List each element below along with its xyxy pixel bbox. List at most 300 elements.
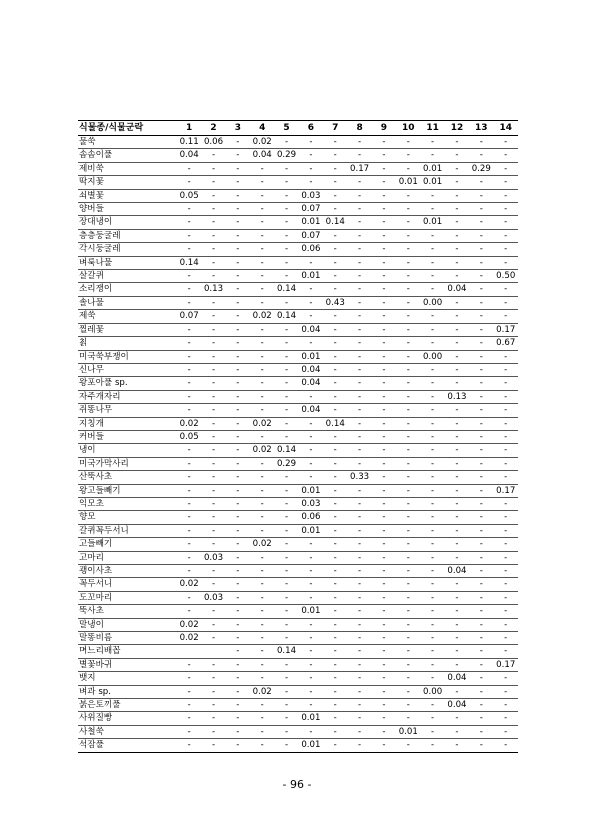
table-cell: - <box>347 404 371 417</box>
table-cell: - <box>347 725 371 738</box>
table-cell: - <box>226 538 250 551</box>
table-cell: - <box>177 283 201 296</box>
table-cell: - <box>469 551 493 564</box>
table-cell: - <box>226 270 250 283</box>
table-cell: - <box>445 337 469 350</box>
species-name: 장대냉이 <box>78 216 177 229</box>
table-cell: - <box>420 725 444 738</box>
table-row <box>78 712 518 725</box>
table-cell: - <box>469 270 493 283</box>
table-cell: - <box>396 511 420 524</box>
table-cell: - <box>323 591 347 604</box>
table-cell: 0.01 <box>396 725 420 738</box>
table-cell: - <box>372 497 396 510</box>
table-cell: - <box>226 524 250 537</box>
table-cell: - <box>299 618 323 631</box>
table-cell: - <box>177 457 201 470</box>
table-cell: - <box>250 430 274 443</box>
table-cell: 0.01 <box>396 176 420 189</box>
species-name: 사위질빵 <box>78 712 177 725</box>
table-cell: 0.43 <box>323 296 347 309</box>
table-cell: - <box>299 457 323 470</box>
table-row <box>78 229 518 242</box>
table-cell: - <box>372 725 396 738</box>
table-cell: - <box>250 497 274 510</box>
table-row <box>78 538 518 551</box>
table-cell: - <box>299 176 323 189</box>
table-cell: 0.17 <box>493 323 518 336</box>
table-cell: - <box>177 337 201 350</box>
table-cell: 0.01 <box>299 524 323 537</box>
table-cell: - <box>493 618 518 631</box>
table-cell: - <box>250 618 274 631</box>
table-cell: 0.02 <box>177 618 201 631</box>
table-cell: - <box>420 565 444 578</box>
table-cell: - <box>177 565 201 578</box>
table-row <box>78 270 518 283</box>
table-cell: 0.33 <box>347 471 371 484</box>
table-cell: - <box>323 323 347 336</box>
table-cell: - <box>445 363 469 376</box>
header-column-8: 8 <box>347 121 371 136</box>
table-row <box>78 632 518 645</box>
table-cell: - <box>250 591 274 604</box>
species-name: 커버들 <box>78 430 177 443</box>
table-cell: - <box>323 162 347 175</box>
table-cell: - <box>250 725 274 738</box>
table-cell: 0.17 <box>493 658 518 671</box>
table-cell: - <box>420 658 444 671</box>
table-cell: - <box>177 229 201 242</box>
table-cell: - <box>323 377 347 390</box>
table-cell: - <box>226 310 250 323</box>
table-cell: - <box>469 310 493 323</box>
table-cell: - <box>469 591 493 604</box>
table-cell: - <box>226 417 250 430</box>
table-cell: - <box>226 497 250 510</box>
table-cell: - <box>177 471 201 484</box>
table-cell: - <box>201 243 225 256</box>
table-cell: - <box>396 256 420 269</box>
table-cell: - <box>177 377 201 390</box>
table-row <box>78 256 518 269</box>
table-cell: - <box>323 444 347 457</box>
table-cell: - <box>250 658 274 671</box>
table-cell: - <box>469 430 493 443</box>
species-name: 솜솜이풀 <box>78 149 177 162</box>
table-cell: - <box>274 538 298 551</box>
header-column-3: 3 <box>226 121 250 136</box>
table-cell: - <box>250 712 274 725</box>
table-row <box>78 162 518 175</box>
table-cell: - <box>201 578 225 591</box>
table-cell: - <box>493 699 518 712</box>
species-name: 별꽃바귀 <box>78 658 177 671</box>
table-cell: - <box>274 216 298 229</box>
table-cell: - <box>274 497 298 510</box>
table-cell: - <box>372 404 396 417</box>
table-cell: - <box>445 270 469 283</box>
table-cell: 0.05 <box>177 430 201 443</box>
table-cell: - <box>250 699 274 712</box>
table-cell: - <box>347 618 371 631</box>
table-cell: - <box>347 377 371 390</box>
table-cell: - <box>372 270 396 283</box>
table-cell: - <box>372 551 396 564</box>
table-cell: - <box>201 256 225 269</box>
table-cell: - <box>445 256 469 269</box>
table-cell: - <box>347 136 371 149</box>
table-cell: - <box>274 417 298 430</box>
species-name: 석잠풀 <box>78 739 177 752</box>
table-cell: - <box>469 565 493 578</box>
table-cell: - <box>250 363 274 376</box>
table-cell: 0.04 <box>445 565 469 578</box>
table-cell: - <box>299 591 323 604</box>
table-cell: - <box>445 377 469 390</box>
table-cell: - <box>177 551 201 564</box>
table-row <box>78 685 518 698</box>
table-row <box>78 725 518 738</box>
table-cell: - <box>372 296 396 309</box>
table-cell: - <box>493 471 518 484</box>
table-cell: - <box>420 497 444 510</box>
table-cell: - <box>250 457 274 470</box>
table-cell: - <box>396 404 420 417</box>
table-cell: - <box>372 632 396 645</box>
table-cell: - <box>445 725 469 738</box>
table-cell: - <box>469 363 493 376</box>
table-cell: - <box>493 511 518 524</box>
table-cell: - <box>226 645 250 658</box>
table-cell: - <box>396 591 420 604</box>
table-cell: - <box>250 551 274 564</box>
table-cell: 0.11 <box>177 136 201 149</box>
table-cell: - <box>372 565 396 578</box>
table-cell: - <box>201 430 225 443</box>
table-cell: - <box>250 605 274 618</box>
table-cell: - <box>323 176 347 189</box>
table-cell: - <box>372 203 396 216</box>
table-cell: - <box>323 337 347 350</box>
header-column-2: 2 <box>201 121 225 136</box>
table-cell: - <box>347 685 371 698</box>
table-cell: - <box>420 578 444 591</box>
table-cell: - <box>372 712 396 725</box>
table-cell: - <box>493 551 518 564</box>
table-cell: - <box>323 430 347 443</box>
table-cell: - <box>177 404 201 417</box>
table-cell: - <box>420 377 444 390</box>
table-cell: - <box>347 497 371 510</box>
table-cell: - <box>372 390 396 403</box>
table-cell: - <box>493 377 518 390</box>
table-cell: - <box>347 243 371 256</box>
table-cell: 0.02 <box>250 136 274 149</box>
table-cell: - <box>445 712 469 725</box>
table-cell: - <box>299 162 323 175</box>
table-cell: - <box>469 377 493 390</box>
table-cell: - <box>250 390 274 403</box>
table-cell: 0.07 <box>177 310 201 323</box>
table-row <box>78 658 518 671</box>
table-cell: - <box>274 162 298 175</box>
header-column-1: 1 <box>177 121 201 136</box>
table-cell: - <box>493 672 518 685</box>
table-cell: - <box>226 189 250 202</box>
table-cell: - <box>420 538 444 551</box>
table-cell: - <box>323 551 347 564</box>
table-cell: - <box>372 283 396 296</box>
table-cell: - <box>323 363 347 376</box>
table-cell: - <box>299 685 323 698</box>
table-cell: - <box>274 256 298 269</box>
table-row <box>78 471 518 484</box>
table-cell: - <box>177 699 201 712</box>
table-cell: - <box>445 229 469 242</box>
table-cell: - <box>420 270 444 283</box>
table-cell: - <box>347 457 371 470</box>
table-row <box>78 578 518 591</box>
table-cell: - <box>493 189 518 202</box>
table-cell: - <box>420 618 444 631</box>
table-cell: - <box>420 430 444 443</box>
table-cell: - <box>469 417 493 430</box>
table-cell: - <box>445 189 469 202</box>
table-cell: - <box>201 739 225 752</box>
table-cell: - <box>299 471 323 484</box>
table-row <box>78 176 518 189</box>
table-cell: - <box>274 685 298 698</box>
table-cell: 0.04 <box>299 323 323 336</box>
table-cell: 0.01 <box>299 350 323 363</box>
table-cell: - <box>493 739 518 752</box>
species-name: 꼭두서니 <box>78 578 177 591</box>
table-cell: - <box>299 672 323 685</box>
table-cell: - <box>396 524 420 537</box>
species-name: 괭이사초 <box>78 565 177 578</box>
table-cell: - <box>445 136 469 149</box>
table-cell: - <box>420 699 444 712</box>
table-cell: - <box>226 216 250 229</box>
table-cell: - <box>396 605 420 618</box>
table-cell: - <box>445 739 469 752</box>
table-cell: - <box>469 296 493 309</box>
table-cell: - <box>420 136 444 149</box>
table-cell: - <box>274 270 298 283</box>
table-cell: - <box>201 511 225 524</box>
table-cell: - <box>299 699 323 712</box>
table-cell: 0.05 <box>177 189 201 202</box>
table-cell: - <box>445 511 469 524</box>
header-column-9: 9 <box>372 121 396 136</box>
table-cell: - <box>372 524 396 537</box>
table-cell: - <box>445 162 469 175</box>
table-cell: - <box>177 323 201 336</box>
header-column-4: 4 <box>250 121 274 136</box>
table-cell: - <box>201 497 225 510</box>
table-cell: - <box>299 390 323 403</box>
table-cell: - <box>493 350 518 363</box>
table-cell: - <box>177 739 201 752</box>
header-column-12: 12 <box>445 121 469 136</box>
table-row <box>78 605 518 618</box>
table-row <box>78 296 518 309</box>
table-cell: - <box>323 310 347 323</box>
table-cell: - <box>177 497 201 510</box>
table-cell: - <box>323 243 347 256</box>
table-cell: - <box>250 283 274 296</box>
table-cell: - <box>177 658 201 671</box>
table-cell: - <box>201 296 225 309</box>
table-cell: - <box>469 725 493 738</box>
table-cell: - <box>299 256 323 269</box>
table-cell: - <box>372 189 396 202</box>
table-cell: - <box>299 430 323 443</box>
table-cell: - <box>274 430 298 443</box>
table-cell: - <box>177 712 201 725</box>
table-cell: - <box>323 511 347 524</box>
table-cell: - <box>493 390 518 403</box>
table-cell: - <box>372 363 396 376</box>
table-cell: - <box>420 712 444 725</box>
table-cell: - <box>201 162 225 175</box>
table-cell: - <box>396 658 420 671</box>
table-cell: - <box>347 417 371 430</box>
table-cell: - <box>420 632 444 645</box>
table-row <box>78 203 518 216</box>
table-cell: - <box>396 551 420 564</box>
table-cell: - <box>323 538 347 551</box>
table-cell: - <box>299 578 323 591</box>
table-cell: - <box>201 605 225 618</box>
table-cell: 0.03 <box>201 551 225 564</box>
table-cell: - <box>250 229 274 242</box>
table-cell: - <box>323 404 347 417</box>
table-cell: - <box>274 524 298 537</box>
table-cell: - <box>493 203 518 216</box>
table-cell: - <box>396 457 420 470</box>
species-name: 소리쟁이 <box>78 283 177 296</box>
table-cell: - <box>226 471 250 484</box>
table-cell: - <box>372 149 396 162</box>
table-cell: - <box>469 471 493 484</box>
table-cell: - <box>347 189 371 202</box>
species-name: 도꼬마리 <box>78 591 177 604</box>
table-cell: - <box>372 216 396 229</box>
header-column-7: 7 <box>323 121 347 136</box>
table-cell: - <box>226 377 250 390</box>
table-cell: - <box>396 350 420 363</box>
table-row <box>78 417 518 430</box>
table-cell: - <box>445 551 469 564</box>
table-cell: - <box>299 283 323 296</box>
header-column-6: 6 <box>299 121 323 136</box>
table-cell: - <box>420 323 444 336</box>
table-cell: - <box>396 363 420 376</box>
table-cell: - <box>201 444 225 457</box>
table-cell: - <box>250 565 274 578</box>
table-cell: - <box>177 685 201 698</box>
table-cell: - <box>420 229 444 242</box>
table-cell: - <box>323 149 347 162</box>
table-cell: - <box>493 430 518 443</box>
table-cell: - <box>445 457 469 470</box>
table-row <box>78 444 518 457</box>
table-cell: 0.01 <box>420 176 444 189</box>
table-cell: - <box>201 524 225 537</box>
table-cell: - <box>493 229 518 242</box>
table-cell: - <box>323 283 347 296</box>
table-cell: - <box>177 363 201 376</box>
table-cell: - <box>445 605 469 618</box>
table-cell: 0.04 <box>299 377 323 390</box>
table-cell: - <box>274 390 298 403</box>
table-cell: - <box>177 725 201 738</box>
table-cell: - <box>493 538 518 551</box>
table-cell: - <box>201 149 225 162</box>
table-cell: - <box>226 739 250 752</box>
table-cell: - <box>323 350 347 363</box>
table-cell: - <box>250 578 274 591</box>
table-header-row <box>78 121 518 136</box>
species-name: 말냉이 <box>78 618 177 631</box>
species-name: 익모초 <box>78 497 177 510</box>
table-cell: 0.14 <box>323 216 347 229</box>
table-cell: - <box>469 323 493 336</box>
table-cell: - <box>372 337 396 350</box>
table-cell: - <box>469 404 493 417</box>
table-cell: - <box>372 176 396 189</box>
table-cell: - <box>396 417 420 430</box>
species-name: 고들빼기 <box>78 538 177 551</box>
table-cell: - <box>493 283 518 296</box>
species-name: 미국쑥부쟁이 <box>78 350 177 363</box>
table-cell: - <box>396 565 420 578</box>
table-row <box>78 283 518 296</box>
table-cell: - <box>445 591 469 604</box>
table-cell: 0.03 <box>299 189 323 202</box>
species-name: 산뚝사초 <box>78 471 177 484</box>
table-cell: 0.01 <box>420 216 444 229</box>
table-cell: - <box>396 484 420 497</box>
table-cell: - <box>201 658 225 671</box>
table-cell: 0.02 <box>177 578 201 591</box>
table-cell: - <box>493 565 518 578</box>
table-cell: - <box>347 645 371 658</box>
table-cell: - <box>493 136 518 149</box>
table-cell: - <box>226 591 250 604</box>
table-cell: - <box>372 457 396 470</box>
table-cell: - <box>372 229 396 242</box>
table-cell: - <box>299 725 323 738</box>
table-cell: - <box>420 591 444 604</box>
table-cell: - <box>201 712 225 725</box>
table-cell: 0.29 <box>274 457 298 470</box>
table-cell: - <box>347 511 371 524</box>
table-cell: - <box>396 283 420 296</box>
table-cell: - <box>445 658 469 671</box>
table-cell: - <box>396 323 420 336</box>
table-cell: - <box>347 203 371 216</box>
table-cell: 0.13 <box>445 390 469 403</box>
table-cell: - <box>396 243 420 256</box>
table-cell: - <box>493 216 518 229</box>
species-name: 각시둥굴레 <box>78 243 177 256</box>
table-cell: - <box>396 618 420 631</box>
table-cell: - <box>323 605 347 618</box>
table-cell: - <box>201 725 225 738</box>
